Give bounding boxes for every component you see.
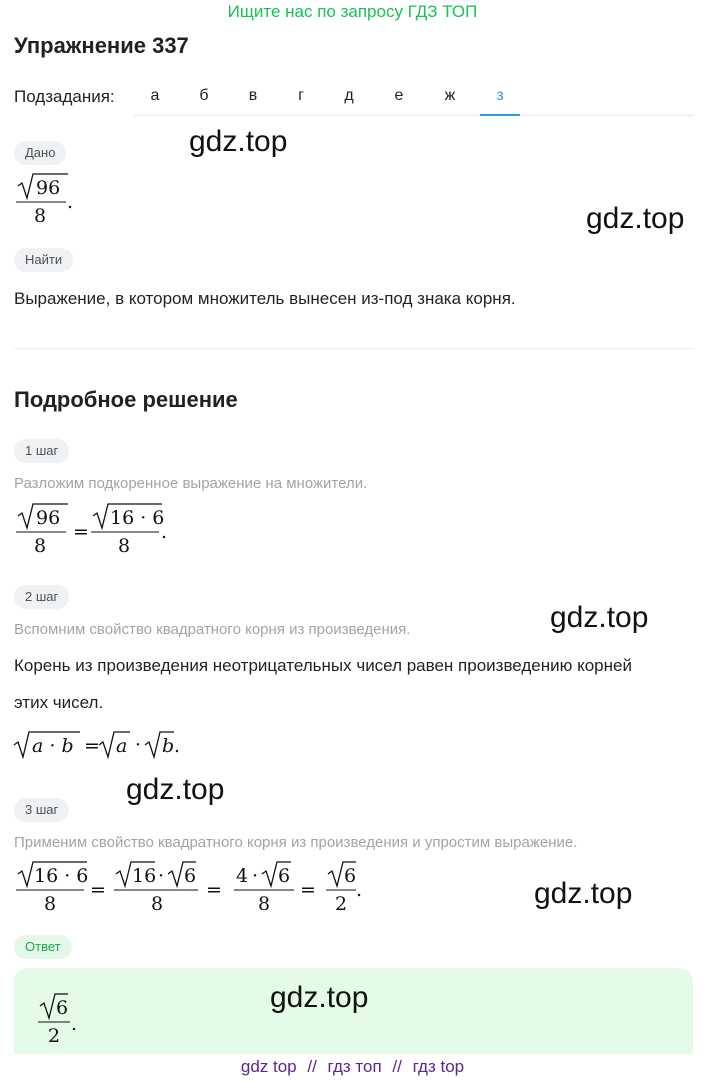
step3-f4-radicand: 6: [344, 865, 357, 887]
footer-separator: //: [392, 1057, 402, 1076]
step2-text-line2: этих чисел.: [14, 693, 104, 712]
find-text: Выражение, в котором множитель вынесен из-под знака корня.: [14, 289, 516, 308]
step3-f3-dot: ·: [252, 865, 259, 887]
tab-e[interactable]: е: [394, 87, 404, 104]
step3-hint: Применим свойство квадратного корня из произведения и упростим выражение.: [14, 834, 578, 851]
step3-f3-numerator: 4: [236, 865, 249, 887]
footer-links: [0, 1054, 705, 1082]
step3-f4-denominator: 2: [335, 893, 348, 915]
step3-equals-3: =: [300, 879, 316, 901]
step3-f1-radicand: 16 · 6: [34, 865, 89, 887]
watermark: gdz.top: [189, 125, 288, 158]
footer-link-gdz-top-ru[interactable]: гдз топ: [327, 1057, 382, 1076]
step3-f3-radicand: 6: [278, 865, 291, 887]
step3-expression: [10, 856, 380, 920]
step3-f2-dot: ·: [158, 865, 165, 887]
solution-title: Подробное решение: [14, 387, 238, 412]
step2-equals: =: [84, 735, 100, 757]
watermark: gdz.top: [550, 601, 649, 634]
footer-link-gdz-top-mixed[interactable]: гдз top: [412, 1057, 465, 1076]
step1-equals: =: [73, 521, 89, 543]
tab-z-active[interactable]: з: [480, 84, 520, 116]
tab-d[interactable]: д: [344, 87, 354, 104]
step1-end: .: [161, 521, 168, 543]
step3-f1-denominator: 8: [44, 893, 57, 915]
watermark: gdz.top: [534, 877, 633, 910]
step2-root1: a: [116, 735, 128, 757]
step2-left-radicand: a · b: [32, 735, 74, 757]
answer-pill: Ответ: [14, 935, 72, 959]
tab-g[interactable]: г: [298, 87, 304, 104]
step1-b-denominator: 8: [118, 535, 131, 557]
watermark: gdz.top: [126, 773, 225, 806]
answer-radicand: 6: [56, 997, 69, 1019]
top-banner-link[interactable]: Ищите нас по запросу ГДЗ ТОП: [227, 2, 478, 21]
step3-equals-1: =: [90, 879, 106, 901]
tab-zh[interactable]: ж: [444, 87, 456, 104]
step3-f2-denominator: 8: [151, 893, 164, 915]
answer-expression: [34, 988, 94, 1048]
step1-hint: Разложим подкоренное выражение на множители.: [14, 475, 368, 492]
step3-equals-2: =: [206, 879, 222, 901]
tab-v[interactable]: в: [248, 87, 258, 104]
step3-f2-radicand-b: 6: [184, 865, 197, 887]
watermark: gdz.top: [586, 202, 685, 235]
tab-a[interactable]: а: [150, 87, 160, 104]
answer-end: .: [71, 1013, 78, 1035]
step2-root2: b: [162, 735, 175, 757]
step2-dot: ·: [135, 734, 142, 756]
watermark: gdz.top: [270, 981, 369, 1014]
step2-expression: [10, 728, 200, 762]
step1-expression: [10, 498, 180, 560]
footer-separator: //: [307, 1057, 317, 1076]
subtasks-label: Подзадания:: [14, 87, 115, 106]
step2-pill: 2 шаг: [14, 585, 69, 609]
step1-a-radicand: 96: [36, 507, 61, 529]
step3-f2-radicand-a: 16: [132, 865, 157, 887]
section-divider: [14, 348, 693, 349]
step1-a-denominator: 8: [34, 535, 47, 557]
tab-b[interactable]: б: [199, 87, 209, 104]
footer-link-gdz-top[interactable]: gdz top: [240, 1057, 297, 1076]
step2-hint: Вспомним свойство квадратного корня из произведения.: [14, 621, 411, 638]
given-end: .: [67, 191, 74, 213]
find-pill: Найти: [14, 248, 73, 272]
step2-text-line1: Корень из произведения неотрицательных чисел равен произведению корней: [14, 656, 632, 675]
step2-end: .: [174, 735, 181, 757]
given-denominator: 8: [34, 205, 47, 227]
answer-denominator: 2: [48, 1025, 61, 1047]
page-title: Упражнение 337: [14, 33, 189, 58]
step3-f3-denominator: 8: [258, 893, 271, 915]
step3-end: .: [356, 879, 363, 901]
step1-pill: 1 шаг: [14, 439, 69, 463]
given-expression: [10, 168, 80, 230]
step1-b-radicand: 16 · 6: [110, 507, 165, 529]
given-pill: Дано: [14, 141, 66, 165]
step3-pill: 3 шаг: [14, 798, 69, 822]
given-radicand: 96: [36, 177, 61, 199]
